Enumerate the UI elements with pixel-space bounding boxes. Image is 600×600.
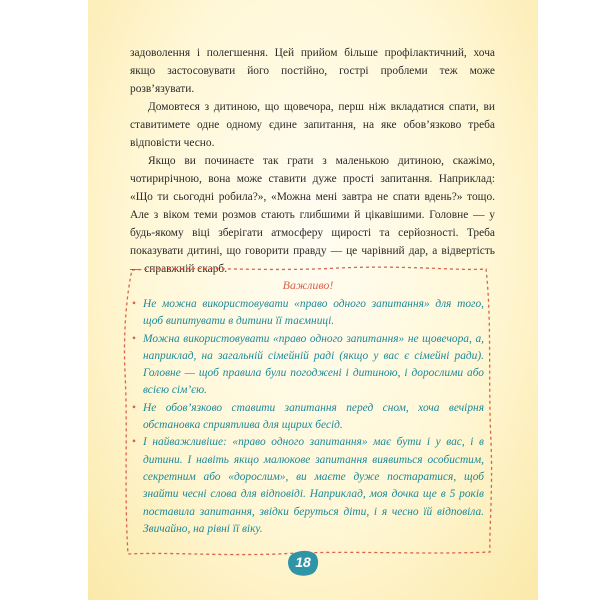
important-title: Важливо! <box>282 278 334 292</box>
book-page <box>88 0 538 600</box>
paragraph-3: Якщо ви починаєте так грати з маленькою дитиною, скажімо, чотирирічною, вона може ставити дуже прості запитання. Наприклад: «Що ти сьогодні робила?», «Можна мені завтра не спати вдень?» тощо. Але з віком теми розмов стають глибшими й цікавішими. Головне — у будь-якому віці зберігати атмосферу щирості та серйозності. Треба показувати дитині, що говорити правду — це чарівний дар, а відвертість — справжній скарб. <box>130 155 495 275</box>
list-item: • І найважливіше: «право одного запитання» має бути і у вас, і в дитини. І навіть якщо малюкове запитання виявиться особистим, секретним або «дорослим», ви маєте дуже постаратися, щоб знайти чесні слова для відповіді. Наприклад, моя дочка ще в 5 років поставила запитання, звідки беруться діти, і я чесно їй відповіла. Звичайно, на рівні її віку. <box>132 436 484 535</box>
bullet-icon: • <box>132 401 136 414</box>
bullet-icon: • <box>132 332 136 345</box>
body-text <box>130 44 495 278</box>
page-number: 18 <box>295 554 311 570</box>
list-item: • Не обов’язково ставити запитання перед сном, хоча вечірня обстановка сприятлива для щирих бесід. <box>132 401 484 432</box>
bullet-icon: • <box>132 436 136 449</box>
list-item: • Не можна використовувати «право одного запитання» для того, щоб випитувати в дитини її таємниці. <box>132 298 484 328</box>
list-item: • Можна використовувати «право одного запитання» не щовечора, а, наприклад, на загальній сімейній раді (якщо у вас є сімейні ради). Головне — щоб правила були погоджені і дитиною, і дорослими або всією сім’єю. <box>132 332 484 397</box>
important-list <box>132 296 484 538</box>
important-box <box>118 262 498 560</box>
page-number-badge <box>287 549 319 577</box>
paragraph-1: задоволення і полегшення. Цей прийом більше профілактичний, хоча якщо застосовувати його постійно, гострі проблеми теж може розв’язувати. <box>130 47 495 95</box>
paragraph-2: Домовтеся з дитиною, що щовечора, перш ніж вкладатися спати, ви ставитимете одне одному єдине запитання, на яке обов’язково треба відповісти чесно. <box>130 101 495 149</box>
bullet-icon: • <box>132 298 136 310</box>
